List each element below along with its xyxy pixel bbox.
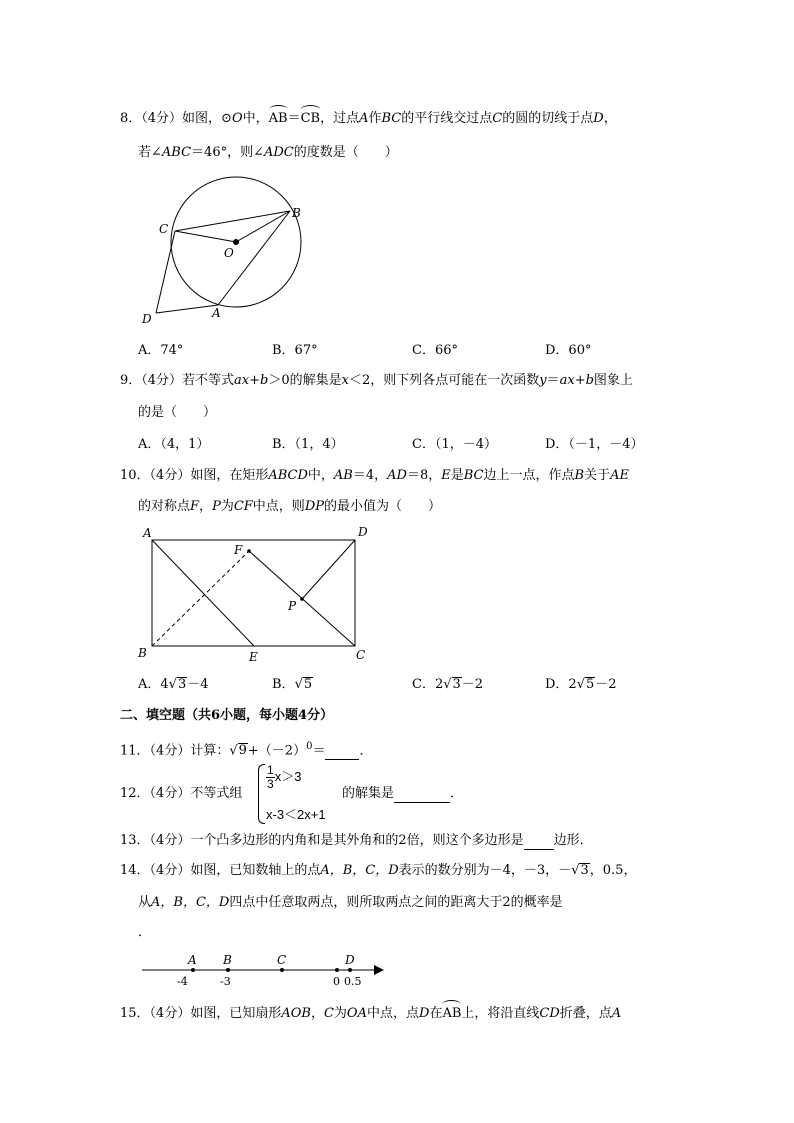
axis-label-c: C: [277, 953, 287, 967]
q8-line1: 8．（4分）如图，⊙O中，AB＝CB，过点A作BC的平行线交过点C的圆的切线于点D，: [120, 111, 617, 126]
q12-line: 12．（4分）不等式组: [120, 786, 243, 801]
q10-line2: 的对称点F，P为CF中点，则DP的最小值为（ ）: [138, 499, 441, 514]
q8-option-c: C．66°: [412, 343, 458, 358]
q8-line2: 若∠ABC＝46°，则∠ADC的度数是（ ）: [138, 145, 398, 160]
q9-option-c: C．（1，－4）: [412, 437, 497, 452]
q9-line2: 的是（ ）: [138, 405, 217, 420]
q8-option-a: A．74°: [138, 343, 184, 358]
axis-label-a: A: [188, 953, 197, 967]
label-f: F: [234, 543, 243, 557]
label-b: B: [138, 646, 147, 660]
q14-line3: ．: [138, 925, 152, 940]
label-c: C: [356, 648, 366, 662]
axis-num-0: 0: [333, 975, 340, 988]
axis-num-half: 0.5: [344, 975, 362, 988]
q12-tail: 的解集是 ．: [342, 786, 464, 801]
q11-line: 11．（4分）计算：$√9+(-2)^0=$ ．: [120, 741, 373, 759]
q15-line1: 15．（4分）如图，已知扇形AOB，C为OA中点，点D在AB上，将沿直线CD折叠，点A: [120, 1006, 622, 1021]
q10-option-a: A．4√3－4: [138, 677, 209, 692]
arc-ab: AB: [268, 111, 288, 126]
q9-line1: 9．（4分）若不等式ax+b＞0的解集是x＜2，则下列各点可能在一次函数y＝ax+b图象上: [120, 373, 633, 388]
label-o: O: [224, 246, 234, 260]
q11-answer-blank[interactable]: [325, 745, 359, 760]
label-e: E: [249, 650, 258, 664]
label-d: D: [358, 525, 368, 539]
label-a: A: [212, 306, 221, 320]
arc-ab-q15: AB: [442, 1006, 462, 1021]
q10-option-d: D．2√5－2: [545, 677, 617, 692]
q9-option-b: B．（1，4）: [272, 437, 344, 452]
label-d: D: [142, 312, 152, 326]
q10-option-c: C．2√3－2: [412, 677, 484, 692]
axis-label-d: D: [345, 953, 355, 967]
label-a: A: [143, 526, 152, 540]
arc-cb: CB: [300, 111, 321, 126]
label-c: C: [159, 222, 169, 236]
q10-line1: 10．（4分）如图，在矩形ABCD中，AB＝4，AD＝8，E是BC边上一点，作点B关于AE: [120, 468, 629, 483]
q14-number-line: [138, 948, 388, 990]
q12-row2: x-3＜2x+1: [266, 807, 326, 822]
q10-rectangle-figure: [135, 522, 375, 667]
q14-line2: 从A，B，C，D四点中任意取两点，则所取两点之间的距离大于2的概率是: [138, 895, 563, 910]
q12-system: [258, 762, 338, 824]
axis-num-minus4: -4: [177, 975, 188, 988]
axis-num-minus3: -3: [220, 975, 231, 988]
q9-option-a: A．（4，1）: [138, 437, 210, 452]
q12-row1: $\frac{1}{3}$ x＞3: [267, 763, 302, 791]
q8-option-b: B．67°: [272, 343, 318, 358]
q12-brace: [258, 764, 265, 824]
q12-answer-blank[interactable]: [394, 788, 450, 803]
q13-line: 13．（4分）一个凸多边形的内角和是其外角和的2倍，则这个多边形是 边形．: [120, 833, 593, 848]
q10-option-b: B．√5: [272, 677, 313, 692]
q8-option-d: D．60°: [545, 343, 592, 358]
q13-answer-blank[interactable]: [524, 835, 554, 850]
label-p: P: [288, 599, 297, 613]
q14-line1: 14．（4分）如图，已知数轴上的点A，B，C，D表示的数分别为－4，－3，－√3，0.5，: [120, 863, 637, 878]
label-b: B: [292, 206, 301, 220]
axis-label-b: B: [223, 953, 232, 967]
q8-circle-figure: [130, 175, 320, 330]
q9-option-d: D．（－1，－4）: [545, 437, 644, 452]
section-heading: 二、填空题（共6小题，每小题4分）: [120, 708, 334, 723]
